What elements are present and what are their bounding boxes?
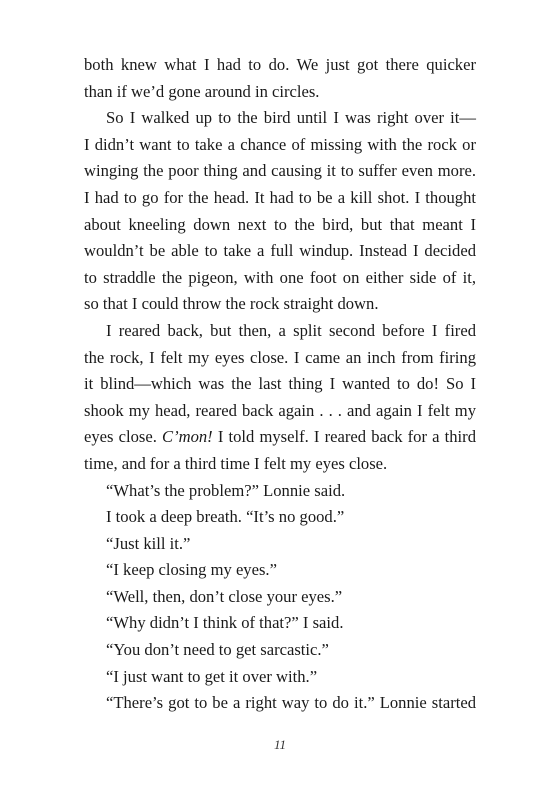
- text-line: winging the poor thing and causing it to suffer even more.: [84, 161, 476, 181]
- text-line: I reared back, but then, a split second before I fired: [106, 320, 476, 340]
- text-line: I didn’t want to take a chance of missing with the rock or: [84, 134, 476, 154]
- page-number: 11: [273, 737, 287, 752]
- text-line: “There’s got to be a right way to do it.” Lonnie started: [106, 693, 476, 713]
- text-line: both knew what I had to do. We just got there quicker: [84, 55, 476, 74]
- text-line: shook my head, reared back again . . . and again I felt my: [84, 400, 476, 420]
- text-line: So I walked up to the bird until I was right over it—: [106, 108, 476, 128]
- text-line: “I keep closing my eyes.”: [106, 560, 277, 580]
- text-line: wouldn’t be able to take a full windup. Instead I decided: [84, 241, 476, 261]
- text-line: than if we’d gone around in circles.: [84, 81, 320, 101]
- text-line: [84, 424, 476, 451]
- text-line: so that I could throw the rock straight down.: [84, 294, 379, 314]
- text-line: I took a deep breath. “It’s no good.”: [106, 507, 345, 527]
- text-line: “You don’t need to get sarcastic.”: [106, 640, 329, 660]
- italic-text: C’mon!: [162, 427, 213, 447]
- text-line: about kneeling down next to the bird, but that meant I: [84, 214, 476, 234]
- text-run: I told myself. I reared back for a third: [212, 427, 476, 447]
- text-line: “I just want to get it over with.”: [106, 666, 318, 686]
- text-line: “What’s the problem?” Lonnie said.: [106, 480, 346, 500]
- text-line: it blind—which was the last thing I wanted to do! So I: [84, 374, 476, 394]
- text-line: I had to go for the head. It had to be a kill shot. I thought: [84, 187, 476, 207]
- book-page-body: [84, 52, 476, 717]
- text-line: time, and for a third time I felt my eyes close.: [84, 453, 388, 473]
- text-line: to straddle the pigeon, with one foot on either side of it,: [84, 267, 476, 287]
- text-line: “Well, then, don’t close your eyes.”: [106, 586, 343, 606]
- text-line: the rock, I felt my eyes close. I came an inch from firing: [84, 347, 476, 367]
- text-run: eyes close.: [84, 427, 163, 447]
- text-line: “Just kill it.”: [106, 533, 191, 553]
- text-line: “Why didn’t I think of that?” I said.: [106, 613, 344, 633]
